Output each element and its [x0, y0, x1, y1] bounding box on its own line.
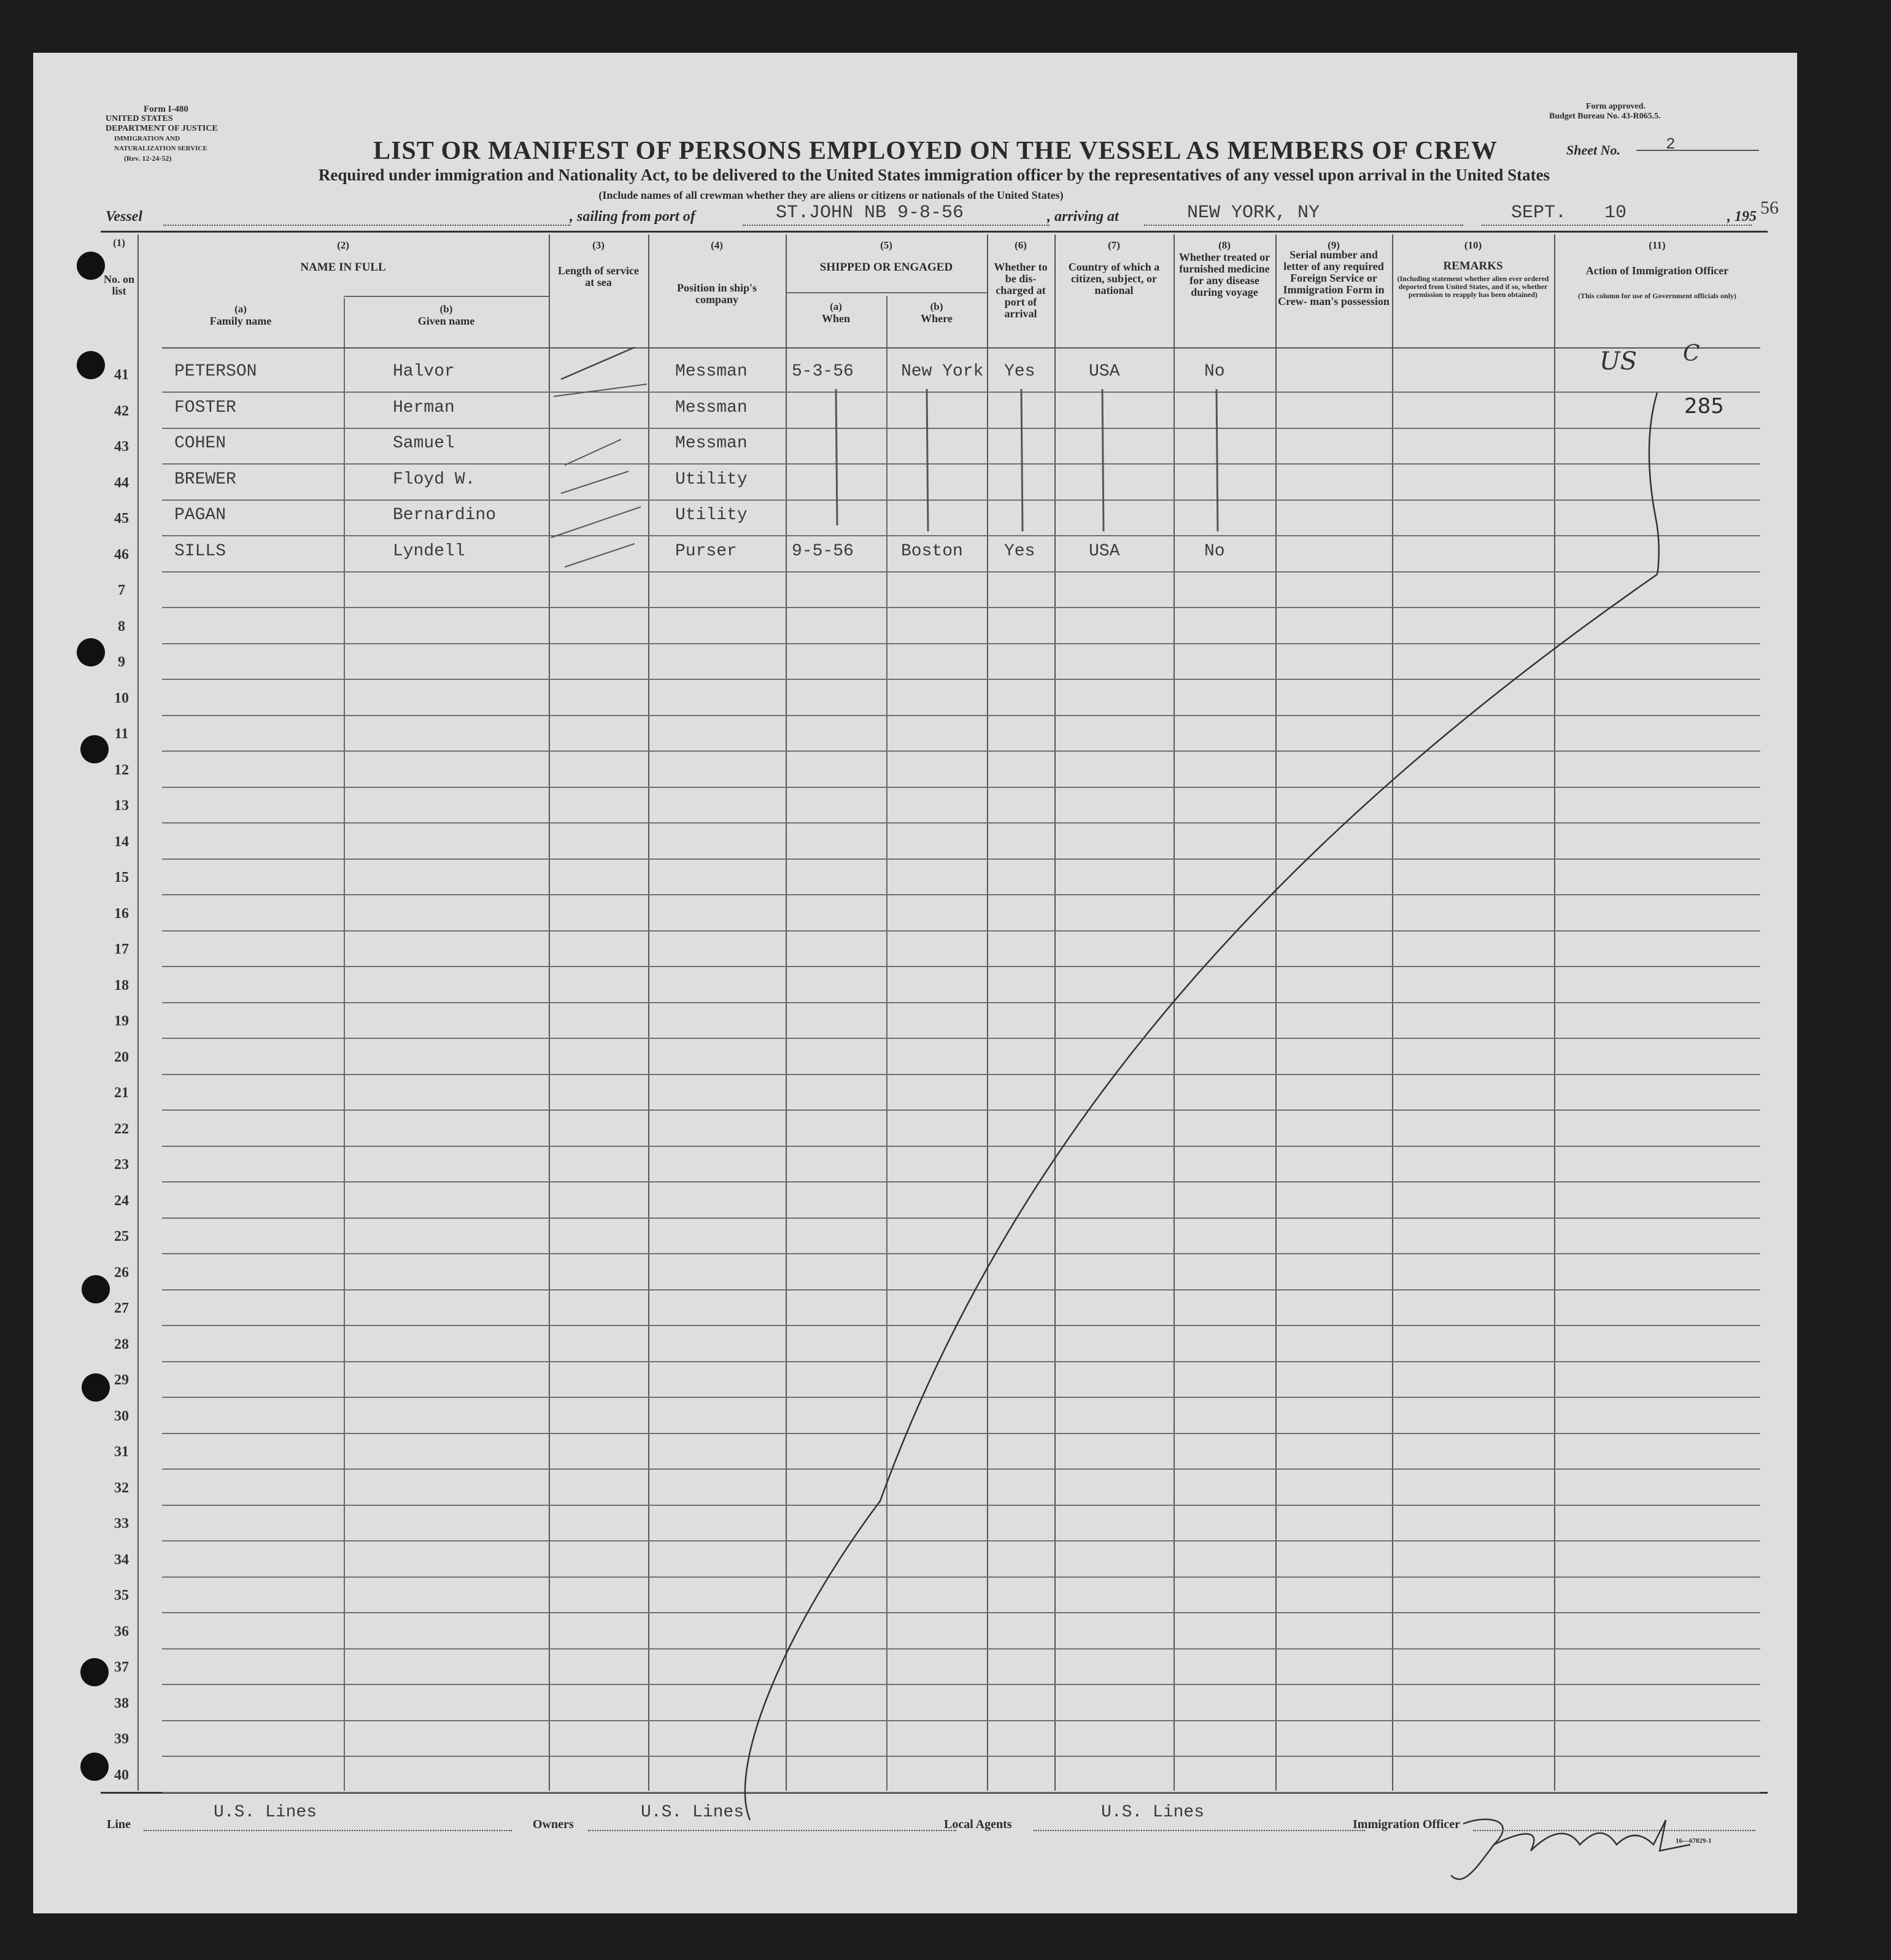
position-cell: Messman	[675, 434, 748, 453]
ditto-where	[927, 389, 928, 531]
col6-header: Whether to be dis- charged at port of arrival	[994, 261, 1048, 320]
row-number: 19	[114, 1013, 129, 1029]
row-number: 28	[114, 1337, 129, 1352]
row-number: 20	[114, 1049, 129, 1065]
ditto-when	[836, 389, 837, 525]
officer-signature-scribble	[1451, 1819, 1690, 1880]
col9-header: Serial number and letter of any required Foreign Service or Immigration Form in Crew- man's possession	[1278, 249, 1390, 307]
line-field	[144, 1830, 512, 1831]
col5a-letter: (a)	[830, 301, 842, 312]
col11-header: Action of Immigration Officer	[1585, 264, 1729, 277]
arrival-month: SEPT.	[1511, 203, 1567, 223]
col1-header: No. on list	[103, 273, 134, 297]
col1-number: (1)	[113, 237, 125, 249]
row-number: 41	[114, 367, 129, 383]
form-approved: Form approved.	[1586, 102, 1645, 111]
officer-count: 285	[1684, 394, 1724, 419]
family-name-cell: PAGAN	[174, 506, 226, 525]
service-tick-1	[561, 347, 635, 379]
given-name-cell: Bernardino	[393, 506, 497, 525]
position-cell: Purser	[675, 542, 737, 561]
subtitle: Required under immigration and Nationality Act, to be delivered to the United States immigration officer by the representatives of any vessel upon arrival in the United States	[318, 166, 1550, 184]
arriving-label: , arriving at	[1047, 209, 1119, 225]
col2b-header: Given name	[417, 315, 475, 327]
ditto-treated	[1216, 389, 1218, 531]
row-number: 30	[114, 1408, 129, 1424]
discharged-cell: Yes	[1004, 542, 1035, 561]
col2a-letter: (a)	[234, 303, 247, 315]
revision: (Rev. 12-24-52)	[124, 154, 172, 163]
col5b-header: Where	[921, 312, 953, 325]
row-number: 7	[118, 582, 125, 598]
cancel-line	[745, 574, 1657, 1820]
col9-number: (9)	[1328, 239, 1340, 251]
row-number: 13	[114, 798, 129, 814]
col2-number: (2)	[337, 239, 349, 251]
sheet-number: 2	[1666, 135, 1676, 153]
punch-hole-6	[82, 1373, 110, 1402]
officer-mark-us: US	[1599, 347, 1638, 376]
ditto-discharged	[1021, 389, 1023, 531]
row-number: 26	[114, 1265, 129, 1281]
family-name-cell: SILLS	[174, 542, 226, 561]
vessel-label: Vessel	[106, 209, 142, 225]
col10-note: (Including statement whether alien ever ordered deported from United States, and if so, whether permission to reapply has been obtained)	[1397, 274, 1549, 299]
year-suffix: 56	[1760, 198, 1779, 218]
row-number: 39	[114, 1731, 129, 1747]
given-name-cell: Samuel	[393, 434, 455, 453]
shipped-when-cell: 9-5-56	[792, 542, 854, 561]
row-number: 18	[114, 978, 129, 994]
family-name-cell: PETERSON	[174, 362, 257, 381]
row-number: 38	[114, 1696, 129, 1711]
punch-hole-2	[77, 351, 105, 379]
agents-field	[1034, 1830, 1365, 1831]
row-number: 31	[114, 1444, 129, 1460]
service-tick-3	[565, 439, 621, 465]
service-tick-5	[551, 507, 641, 538]
col2b-letter: (b)	[439, 303, 453, 315]
budget-bureau: Budget Bureau No. 43-R065.5.	[1549, 112, 1661, 121]
col7-header: Country of which a citizen, subject, or national	[1068, 261, 1160, 296]
service-tick-2	[554, 384, 647, 396]
row-number: 23	[114, 1157, 129, 1173]
sheet-label: Sheet No.	[1566, 142, 1620, 158]
arriving-at-value: NEW YORK, NY	[1187, 203, 1320, 223]
year-prefix: , 195	[1727, 209, 1757, 225]
row-number: 37	[114, 1659, 129, 1675]
page-title: LIST OR MANIFEST OF PERSONS EMPLOYED ON THE VESSEL AS MEMBERS OF CREW	[373, 137, 1498, 165]
shipped-where-cell: Boston	[901, 542, 963, 561]
col10-header: REMARKS	[1443, 260, 1503, 272]
col11-number: (11)	[1649, 239, 1666, 251]
position-cell: Utility	[675, 470, 748, 489]
row-number: 32	[114, 1480, 129, 1496]
family-name-cell: FOSTER	[174, 398, 236, 417]
col5b-letter: (b)	[930, 301, 943, 312]
punch-hole-8	[80, 1753, 109, 1781]
row-number: 15	[114, 870, 129, 885]
ditto-country	[1102, 389, 1104, 531]
shipped-when-cell: 5-3-56	[792, 362, 854, 381]
row-number: 11	[114, 726, 129, 742]
row-number: 21	[114, 1085, 129, 1101]
col10-number: (10)	[1464, 239, 1482, 251]
row-number: 45	[114, 511, 129, 527]
service-tick-6	[565, 544, 635, 567]
col8-header: Whether treated or furnished medicine for any disease during voyage	[1178, 251, 1270, 298]
family-name-cell: COHEN	[174, 434, 226, 453]
col2a-header: Family name	[209, 315, 272, 327]
line-label: Line	[107, 1818, 131, 1831]
given-name-cell: Herman	[393, 398, 455, 417]
row-number: 8	[118, 619, 125, 635]
country-cell: USA	[1089, 362, 1120, 381]
col8-number: (8)	[1218, 239, 1231, 251]
col5-header: SHIPPED OR ENGAGED	[819, 261, 953, 274]
row-number: 14	[114, 834, 129, 850]
row-number: 25	[114, 1229, 129, 1244]
sailing-label: , sailing from port of	[570, 209, 695, 225]
officer-mark-c: C	[1683, 341, 1700, 366]
owners-field	[588, 1830, 956, 1831]
service-tick-4	[561, 471, 628, 493]
row-number: 35	[114, 1588, 129, 1603]
row-number: 24	[114, 1193, 129, 1209]
treated-cell: No	[1204, 362, 1225, 381]
col4-header: Position in ship's company	[676, 282, 757, 306]
position-cell: Messman	[675, 398, 748, 417]
sailing-from-value: ST.JOHN NB 9-8-56	[776, 203, 964, 223]
row-number: 44	[114, 475, 129, 491]
officer-label: Immigration Officer	[1353, 1818, 1460, 1831]
print-code: 16—67829-1	[1676, 1837, 1712, 1845]
arrival-day: 10	[1604, 203, 1627, 223]
row-number: 42	[114, 403, 129, 419]
discharged-cell: Yes	[1004, 362, 1035, 381]
manifest-sheet	[33, 53, 1797, 1913]
row-number: 33	[114, 1516, 129, 1532]
row-number: 12	[114, 762, 129, 778]
agents-value: U.S. Lines	[1101, 1803, 1205, 1822]
row-number: 27	[114, 1300, 129, 1316]
punch-hole-7	[80, 1658, 109, 1686]
given-name-cell: Lyndell	[393, 542, 465, 561]
row-number: 46	[114, 547, 129, 563]
treated-cell: No	[1204, 542, 1225, 561]
col11-note: (This column for use of Government officials only)	[1577, 291, 1737, 300]
family-name-cell: BREWER	[174, 470, 236, 489]
col4-number: (4)	[711, 239, 723, 251]
owners-label: Owners	[533, 1818, 574, 1831]
col6-number: (6)	[1015, 239, 1027, 251]
row-number: 29	[114, 1372, 129, 1388]
punch-hole-4	[80, 735, 109, 763]
shipped-where-cell: New York	[901, 362, 984, 381]
col7-number: (7)	[1108, 239, 1120, 251]
position-cell: Messman	[675, 362, 748, 381]
officer-bracket	[1649, 393, 1659, 574]
agents-label: Local Agents	[944, 1818, 1012, 1831]
given-name-cell: Floyd W.	[393, 470, 476, 489]
col3-header: Length of service at sea	[558, 264, 639, 288]
officer-field	[1473, 1830, 1755, 1831]
row-number: 16	[114, 906, 129, 922]
line-value: U.S. Lines	[214, 1803, 317, 1822]
include-note: (Include names of all crewman whether they are aliens or citizens or nationals of the United States)	[598, 189, 1064, 201]
department: UNITED STATES DEPARTMENT OF JUSTICE	[106, 114, 218, 133]
row-number: 10	[114, 690, 129, 706]
position-cell: Utility	[675, 506, 748, 525]
punch-hole-3	[77, 638, 105, 666]
punch-hole-5	[82, 1275, 110, 1303]
given-name-cell: Halvor	[393, 362, 455, 381]
service: IMMIGRATION AND NATURALIZATION SERVICE	[114, 135, 207, 152]
col5a-header: When	[821, 312, 850, 325]
form-number: Form I-480	[144, 104, 188, 114]
col2-header: NAME IN FULL	[300, 261, 386, 274]
pen-marks	[33, 53, 1797, 1913]
row-number: 17	[114, 941, 129, 957]
row-number: 40	[114, 1767, 129, 1783]
row-number: 22	[114, 1121, 129, 1137]
owners-value: U.S. Lines	[641, 1803, 744, 1822]
row-number: 43	[114, 439, 129, 455]
punch-hole-1	[77, 252, 105, 280]
col3-number: (3)	[592, 239, 605, 251]
row-number: 34	[114, 1552, 129, 1568]
row-number: 9	[118, 654, 125, 670]
col5-number: (5)	[880, 239, 892, 251]
row-number: 36	[114, 1624, 129, 1640]
country-cell: USA	[1089, 542, 1120, 561]
